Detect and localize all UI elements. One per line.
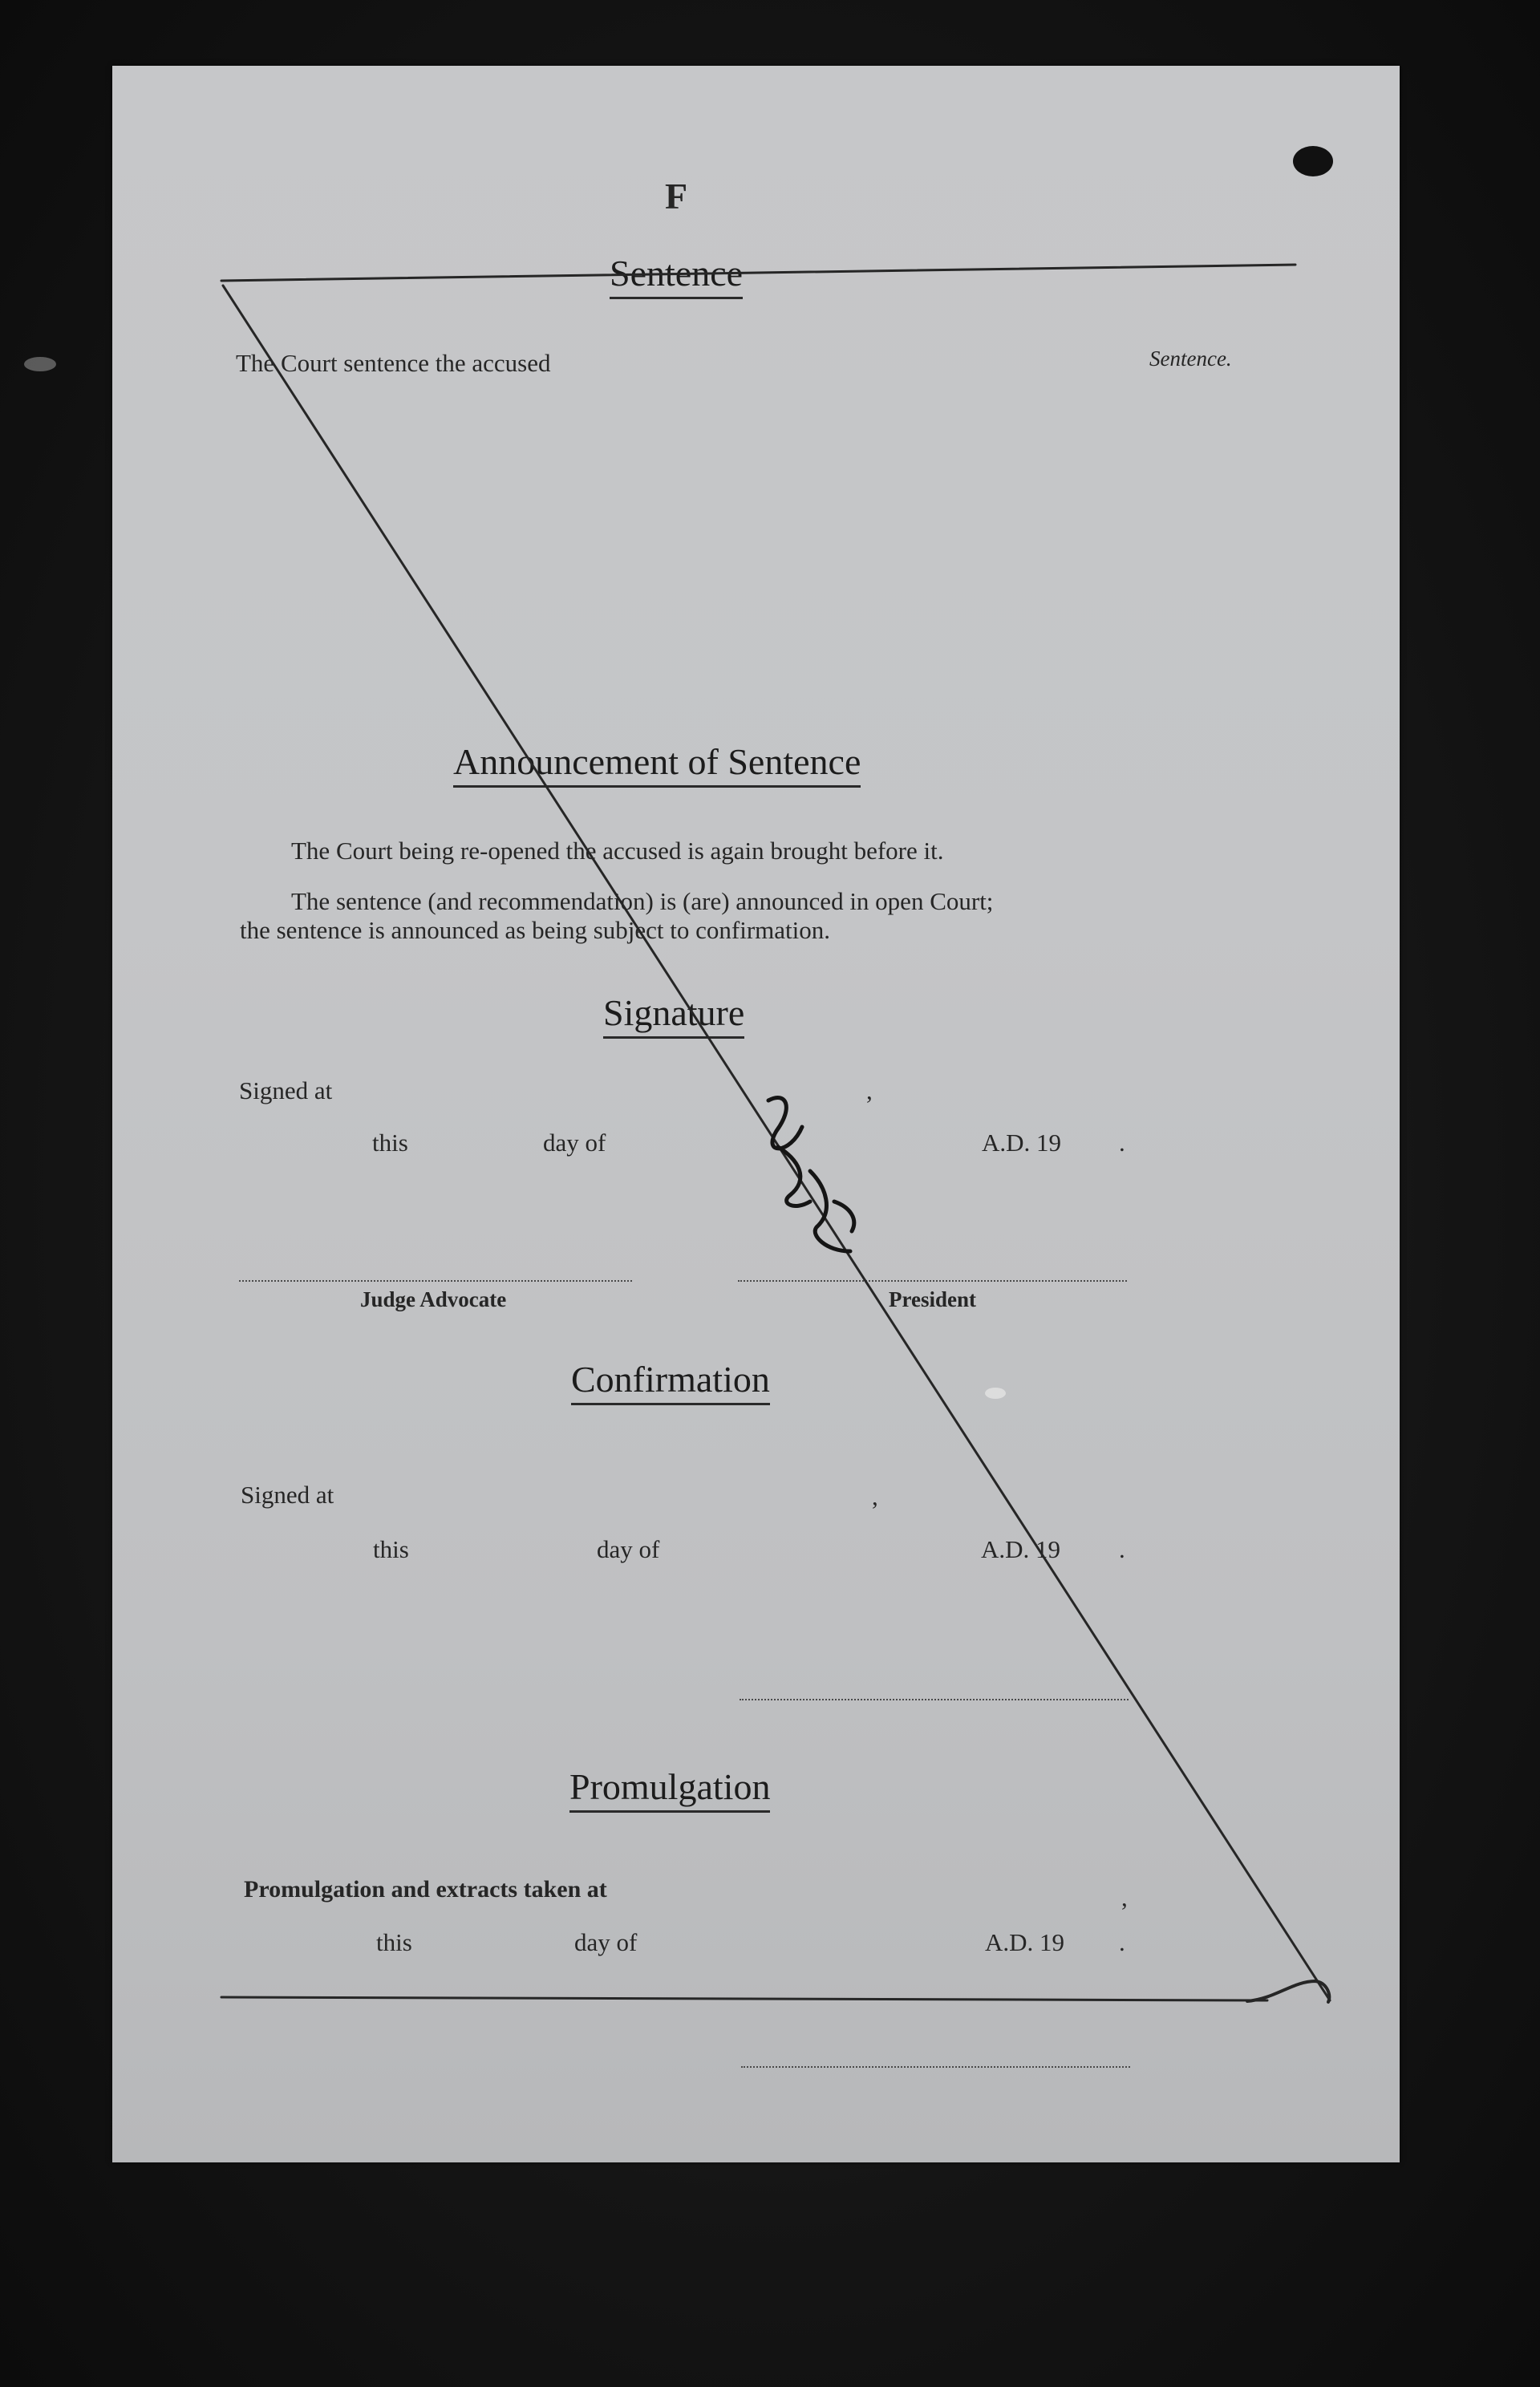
sentence-heading: Sentence bbox=[610, 255, 743, 299]
confirmation-this: this bbox=[373, 1535, 409, 1563]
confirmation-signed-at: Signed at bbox=[241, 1481, 334, 1509]
promulgation-period: . bbox=[1119, 1928, 1125, 1956]
signature-heading: Signature bbox=[603, 995, 744, 1039]
scan-speck bbox=[24, 357, 56, 371]
promulgation-comma: , bbox=[1121, 1883, 1128, 1911]
signature-day-of: day of bbox=[543, 1129, 606, 1157]
announcement-para2-line1: The sentence (and recommendation) is (are) announced in open Court; bbox=[291, 887, 994, 915]
confirmation-period: . bbox=[1119, 1535, 1125, 1563]
signature-ad: A.D. 19 bbox=[982, 1129, 1062, 1157]
confirmation-heading: Confirmation bbox=[571, 1361, 770, 1405]
promulgation-text: Promulgation and extracts taken at bbox=[244, 1876, 607, 1903]
announcement-heading: Announcement of Sentence bbox=[453, 744, 861, 788]
signature-signed-at: Signed at bbox=[239, 1076, 333, 1104]
confirmation-comma: , bbox=[872, 1482, 878, 1510]
signature-this: this bbox=[372, 1129, 408, 1157]
signature-comma: , bbox=[866, 1076, 873, 1104]
confirmation-signature-line bbox=[740, 1699, 1129, 1700]
announcement-para2-line2: the sentence is announced as being subject to confirmation. bbox=[240, 916, 831, 944]
president-line bbox=[738, 1280, 1127, 1282]
promulgation-day-of: day of bbox=[574, 1928, 638, 1956]
scan-speck bbox=[985, 1388, 1006, 1399]
form-letter: F bbox=[665, 176, 688, 217]
judge-advocate-label: Judge Advocate bbox=[360, 1287, 507, 1311]
judge-advocate-line bbox=[239, 1280, 632, 1282]
sentence-margin-note: Sentence. bbox=[1149, 346, 1232, 371]
promulgation-heading: Promulgation bbox=[569, 1769, 770, 1813]
president-label: President bbox=[889, 1287, 976, 1311]
form-page bbox=[112, 66, 1400, 2162]
promulgation-signature-line bbox=[741, 2066, 1130, 2068]
sentence-text: The Court sentence the accused bbox=[236, 349, 551, 377]
promulgation-ad: A.D. 19 bbox=[985, 1928, 1065, 1956]
confirmation-day-of: day of bbox=[597, 1535, 660, 1563]
confirmation-ad: A.D. 19 bbox=[981, 1535, 1061, 1563]
announcement-para1: The Court being re-opened the accused is again brought before it. bbox=[291, 837, 944, 865]
promulgation-this: this bbox=[376, 1928, 412, 1956]
ink-blot bbox=[1293, 146, 1333, 176]
signature-period: . bbox=[1119, 1129, 1125, 1157]
